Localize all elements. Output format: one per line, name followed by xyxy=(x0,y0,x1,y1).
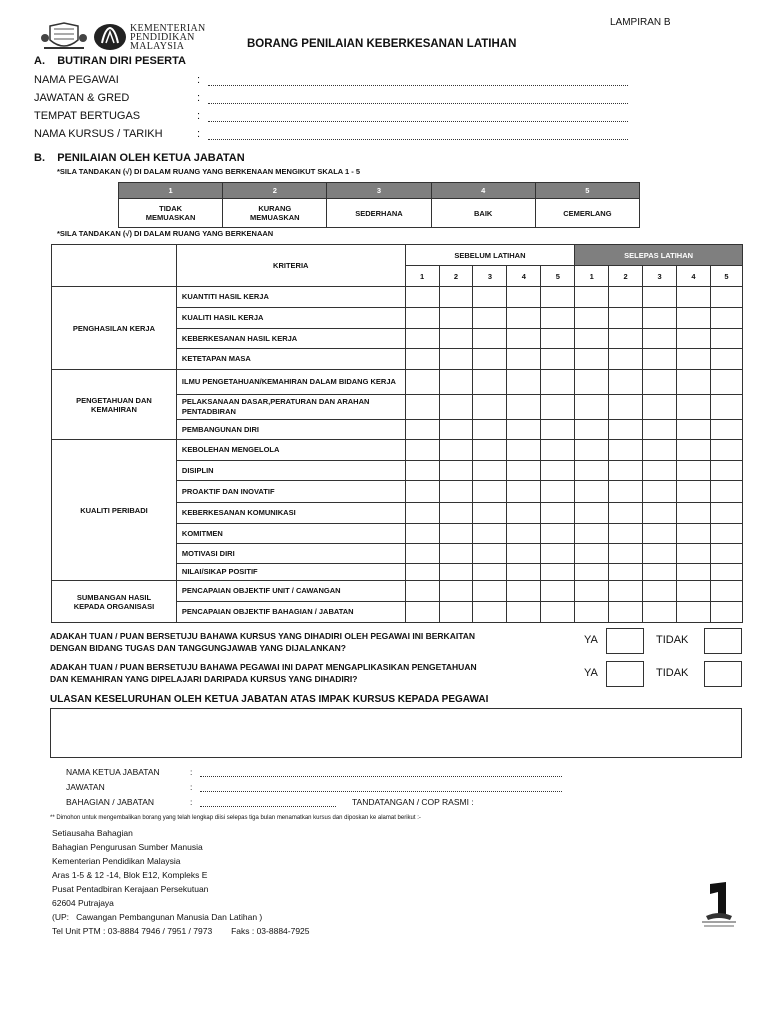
rating-scale-table xyxy=(118,182,640,228)
sebelum-rating-cell[interactable] xyxy=(473,440,507,461)
sebelum-rating-cell[interactable] xyxy=(439,440,473,461)
sebelum-rating-cell[interactable] xyxy=(439,503,473,524)
selepas-rating-cell[interactable] xyxy=(575,440,609,461)
criteria-row xyxy=(52,370,743,395)
selepas-rating-cell[interactable] xyxy=(677,308,711,329)
sebelum-rating-cell[interactable] xyxy=(473,308,507,329)
colon: : xyxy=(197,92,201,104)
scale-num: 1 xyxy=(119,183,223,199)
sebelum-rating-cell[interactable] xyxy=(541,503,575,524)
sebelum-rating-cell[interactable] xyxy=(439,481,473,503)
return-instruction: ** Dimohon untuk mengembalikan borang yang telah lengkap diisi selepas tiga bulan menamatkan kursus dan diposkan ke alamat berikut :- xyxy=(50,815,421,821)
selepas-rating-cell[interactable] xyxy=(575,420,609,440)
selepas-rating-cell[interactable] xyxy=(677,395,711,420)
tidak-label: TIDAK xyxy=(656,667,689,679)
selepas-rating-cell[interactable] xyxy=(677,349,711,370)
scale-number-cell: 4 xyxy=(507,266,541,287)
sebelum-rating-cell[interactable] xyxy=(541,395,575,420)
sebelum-rating-cell[interactable] xyxy=(507,329,541,349)
selepas-rating-cell[interactable] xyxy=(677,524,711,544)
section-a-heading: A. BUTIRAN DIRI PESERTA xyxy=(34,55,186,67)
selepas-rating-cell[interactable] xyxy=(609,370,643,395)
selepas-rating-cell[interactable] xyxy=(643,287,677,308)
selepas-rating-cell[interactable] xyxy=(710,370,742,395)
selepas-rating-cell[interactable] xyxy=(609,461,643,481)
address-line: Bahagian Pengurusan Sumber Manusia xyxy=(52,842,203,852)
selepas-rating-cell[interactable] xyxy=(643,440,677,461)
selepas-rating-cell[interactable] xyxy=(609,420,643,440)
selepas-rating-cell[interactable] xyxy=(677,581,711,602)
sebelum-rating-cell[interactable] xyxy=(541,564,575,581)
criteria-item: KUANTITI HASIL KERJA xyxy=(176,287,405,308)
selepas-rating-cell[interactable] xyxy=(643,503,677,524)
colon: : xyxy=(197,74,201,86)
criteria-rows xyxy=(52,287,743,623)
criteria-row xyxy=(52,440,743,461)
criteria-item: PENCAPAIAN OBJEKTIF UNIT / CAWANGAN xyxy=(176,581,405,602)
bahagian-field[interactable] xyxy=(200,798,336,807)
selepas-rating-cell[interactable] xyxy=(677,440,711,461)
table-corner xyxy=(52,245,177,287)
ulasan-heading: ULASAN KESELURUHAN OLEH KETUA JABATAN ATAS IMPAK KURSUS KEPADA PEGAWAI xyxy=(50,694,489,705)
address-line: Setiausaha Bahagian xyxy=(52,828,133,838)
lampiran-label: LAMPIRAN B xyxy=(610,17,671,28)
sebelum-rating-cell[interactable] xyxy=(439,544,473,564)
sebelum-rating-cell[interactable] xyxy=(473,420,507,440)
sebelum-header: SEBELUM LATIHAN xyxy=(405,245,575,266)
question-2-line-2: DAN KEMAHIRAN YANG DIPELAJARI DARIPADA KURSUS YANG DIHADIRI? xyxy=(50,674,358,684)
criteria-row xyxy=(52,581,743,602)
scale-num: 5 xyxy=(535,183,639,199)
scale-label: BAIK xyxy=(431,199,535,228)
sebelum-rating-cell[interactable] xyxy=(473,395,507,420)
scale-number-cell: 5 xyxy=(541,266,575,287)
scale-number-cell: 3 xyxy=(473,266,507,287)
sebelum-rating-cell[interactable] xyxy=(541,370,575,395)
selepas-rating-cell[interactable] xyxy=(677,544,711,564)
question-1-line-2: DENGAN BIDANG TUGAS DAN TANGGUNGJAWAB YANG DIJALANKAN? xyxy=(50,643,346,653)
sebelum-rating-cell[interactable] xyxy=(439,287,473,308)
sebelum-rating-cell[interactable] xyxy=(473,481,507,503)
sebelum-rating-cell[interactable] xyxy=(541,481,575,503)
selepas-rating-cell[interactable] xyxy=(609,395,643,420)
sebelum-rating-cell[interactable] xyxy=(439,308,473,329)
selepas-rating-cell[interactable] xyxy=(643,370,677,395)
sebelum-rating-cell[interactable] xyxy=(439,581,473,602)
scale-label: CEMERLANG xyxy=(535,199,639,228)
selepas-rating-cell[interactable] xyxy=(643,602,677,623)
sebelum-rating-cell[interactable] xyxy=(405,440,439,461)
selepas-rating-cell[interactable] xyxy=(710,308,742,329)
sebelum-rating-cell[interactable] xyxy=(541,461,575,481)
selepas-rating-cell[interactable] xyxy=(575,581,609,602)
selepas-rating-cell[interactable] xyxy=(575,287,609,308)
sebelum-rating-cell[interactable] xyxy=(507,524,541,544)
jawatan-gred-field[interactable] xyxy=(208,93,628,104)
address-line: Pusat Pentadbiran Kerajaan Persekutuan xyxy=(52,884,209,894)
sebelum-rating-cell[interactable] xyxy=(439,329,473,349)
field-label-jawatan: JAWATAN & GRED xyxy=(34,92,130,104)
selepas-rating-cell[interactable] xyxy=(575,602,609,623)
sebelum-rating-cell[interactable] xyxy=(507,440,541,461)
sebelum-rating-cell[interactable] xyxy=(405,581,439,602)
scale-number-cell: 3 xyxy=(643,266,677,287)
sebelum-rating-cell[interactable] xyxy=(507,420,541,440)
sebelum-rating-cell[interactable] xyxy=(507,581,541,602)
criteria-group: KUALITI PERIBADI xyxy=(52,440,177,581)
sebelum-rating-cell[interactable] xyxy=(541,308,575,329)
sebelum-rating-cell[interactable] xyxy=(405,420,439,440)
selepas-rating-cell[interactable] xyxy=(710,602,742,623)
sebelum-rating-cell[interactable] xyxy=(405,524,439,544)
selepas-rating-cell[interactable] xyxy=(710,503,742,524)
selepas-rating-cell[interactable] xyxy=(643,329,677,349)
scale-label: TIDAK MEMUASKAN xyxy=(119,199,223,228)
sebelum-rating-cell[interactable] xyxy=(473,287,507,308)
sebelum-rating-cell[interactable] xyxy=(405,544,439,564)
sebelum-rating-cell[interactable] xyxy=(473,370,507,395)
tandatangan-label: TANDATANGAN / COP RASMI : xyxy=(352,797,474,807)
tidak-checkbox-2[interactable] xyxy=(704,661,742,687)
sebelum-rating-cell[interactable] xyxy=(507,544,541,564)
satu-malaysia-logo-icon xyxy=(696,880,742,930)
sebelum-rating-cell[interactable] xyxy=(473,602,507,623)
selepas-rating-cell[interactable] xyxy=(677,420,711,440)
selepas-rating-cell[interactable] xyxy=(710,440,742,461)
field-label-kursus: NAMA KURSUS / TARIKH xyxy=(34,128,163,140)
selepas-rating-cell[interactable] xyxy=(575,503,609,524)
sebelum-rating-cell[interactable] xyxy=(541,329,575,349)
selepas-rating-cell[interactable] xyxy=(643,420,677,440)
selepas-rating-cell[interactable] xyxy=(643,581,677,602)
form-title: BORANG PENILAIAN KEBERKESANAN LATIHAN xyxy=(247,38,517,50)
sebelum-rating-cell[interactable] xyxy=(405,370,439,395)
selepas-rating-cell[interactable] xyxy=(609,524,643,544)
sebelum-rating-cell[interactable] xyxy=(541,420,575,440)
ministry-line-1: KEMENTERIAN xyxy=(130,23,206,34)
selepas-rating-cell[interactable] xyxy=(677,329,711,349)
bahagian-label: BAHAGIAN / JABATAN xyxy=(66,797,155,807)
criteria-item: KEBOLEHAN MENGELOLA xyxy=(176,440,405,461)
criteria-group: PENGETAHUAN DAN KEMAHIRAN xyxy=(52,370,177,440)
sebelum-rating-cell[interactable] xyxy=(473,503,507,524)
sebelum-rating-cell[interactable] xyxy=(439,420,473,440)
sebelum-rating-cell[interactable] xyxy=(541,349,575,370)
ulasan-textarea[interactable] xyxy=(50,708,742,758)
sebelum-rating-cell[interactable] xyxy=(507,370,541,395)
selepas-rating-cell[interactable] xyxy=(677,287,711,308)
selepas-rating-cell[interactable] xyxy=(575,564,609,581)
selepas-rating-cell[interactable] xyxy=(677,481,711,503)
selepas-rating-cell[interactable] xyxy=(710,420,742,440)
selepas-rating-cell[interactable] xyxy=(643,395,677,420)
sebelum-rating-cell[interactable] xyxy=(439,370,473,395)
criteria-item: KUALITI HASIL KERJA xyxy=(176,308,405,329)
sebelum-rating-cell[interactable] xyxy=(405,461,439,481)
selepas-rating-cell[interactable] xyxy=(609,329,643,349)
sebelum-rating-cell[interactable] xyxy=(473,524,507,544)
selepas-rating-cell[interactable] xyxy=(677,564,711,581)
selepas-rating-cell[interactable] xyxy=(643,564,677,581)
question-1-line-1: ADAKAH TUAN / PUAN BERSETUJU BAHAWA KURSUS YANG DIHADIRI OLEH PEGAWAI INI BERKAITAN xyxy=(50,631,476,641)
sebelum-rating-cell[interactable] xyxy=(507,602,541,623)
selepas-rating-cell[interactable] xyxy=(710,581,742,602)
sebelum-rating-cell[interactable] xyxy=(473,564,507,581)
sebelum-rating-cell[interactable] xyxy=(507,287,541,308)
sebelum-rating-cell[interactable] xyxy=(405,503,439,524)
sebelum-rating-cell[interactable] xyxy=(405,349,439,370)
colon: : xyxy=(190,797,193,807)
criteria-item: DISIPLIN xyxy=(176,461,405,481)
selepas-rating-cell[interactable] xyxy=(575,481,609,503)
ya-checkbox-2[interactable] xyxy=(606,661,644,687)
sebelum-rating-cell[interactable] xyxy=(473,544,507,564)
selepas-rating-cell[interactable] xyxy=(677,503,711,524)
nama-kursus-field[interactable] xyxy=(208,129,628,140)
colon: : xyxy=(190,782,193,792)
criteria-item: PEMBANGUNAN DIRI xyxy=(176,420,405,440)
colon: : xyxy=(190,767,193,777)
scale-label: SEDERHANA xyxy=(327,199,431,228)
scale-number-cell: 4 xyxy=(677,266,711,287)
selepas-rating-cell[interactable] xyxy=(575,524,609,544)
address-line: Kementerian Pendidikan Malaysia xyxy=(52,856,181,866)
sebelum-rating-cell[interactable] xyxy=(507,503,541,524)
criteria-item: KEBERKESANAN HASIL KERJA xyxy=(176,329,405,349)
selepas-rating-cell[interactable] xyxy=(710,329,742,349)
selepas-rating-cell[interactable] xyxy=(710,544,742,564)
field-label-nama: NAMA PEGAWAI xyxy=(34,74,119,86)
ya-label: YA xyxy=(584,634,598,646)
criteria-item: PROAKTIF DAN INOVATIF xyxy=(176,481,405,503)
sebelum-rating-cell[interactable] xyxy=(405,564,439,581)
sebelum-rating-cell[interactable] xyxy=(541,440,575,461)
selepas-rating-cell[interactable] xyxy=(609,581,643,602)
criteria-item: KEBERKESANAN KOMUNIKASI xyxy=(176,503,405,524)
sebelum-rating-cell[interactable] xyxy=(439,564,473,581)
contact-line: Tel Unit PTM : 03-8884 7946 / 7951 / 7973 Faks : 03-8884-7925 xyxy=(52,926,310,936)
scale-number-cell: 5 xyxy=(710,266,742,287)
selepas-rating-cell[interactable] xyxy=(575,349,609,370)
address-line: 62604 Putrajaya xyxy=(52,898,114,908)
sebelum-rating-cell[interactable] xyxy=(541,544,575,564)
selepas-rating-cell[interactable] xyxy=(609,481,643,503)
selepas-rating-cell[interactable] xyxy=(609,564,643,581)
ministry-line-3: MALAYSIA xyxy=(130,41,185,52)
sebelum-rating-cell[interactable] xyxy=(541,524,575,544)
scale-num: 2 xyxy=(223,183,327,199)
ministry-line-2: PENDIDIKAN xyxy=(130,32,195,43)
colon: : xyxy=(197,128,201,140)
scale-number-cell: 2 xyxy=(439,266,473,287)
selepas-rating-cell[interactable] xyxy=(609,602,643,623)
selepas-rating-cell[interactable] xyxy=(710,481,742,503)
selepas-rating-cell[interactable] xyxy=(575,308,609,329)
criteria-item: MOTIVASI DIRI xyxy=(176,544,405,564)
selepas-rating-cell[interactable] xyxy=(710,564,742,581)
selepas-rating-cell[interactable] xyxy=(575,329,609,349)
tempat-bertugas-field[interactable] xyxy=(208,111,628,122)
scale-label: KURANG MEMUASKAN xyxy=(223,199,327,228)
selepas-rating-cell[interactable] xyxy=(677,602,711,623)
sebelum-rating-cell[interactable] xyxy=(439,524,473,544)
sebelum-rating-cell[interactable] xyxy=(405,287,439,308)
section-b-heading: B. PENILAIAN OLEH KETUA JABATAN xyxy=(34,152,245,164)
address-line: (UP: Cawangan Pembangunan Manusia Dan Latihan ) xyxy=(52,912,263,922)
kriteria-header: KRITERIA xyxy=(176,245,405,287)
nama-ketua-field[interactable] xyxy=(200,768,562,777)
sebelum-rating-cell[interactable] xyxy=(473,349,507,370)
criteria-item: PELAKSANAAN DASAR,PERATURAN DAN ARAHAN PENTADBIRAN xyxy=(176,395,405,420)
sebelum-rating-cell[interactable] xyxy=(507,564,541,581)
sebelum-rating-cell[interactable] xyxy=(507,395,541,420)
ya-label: YA xyxy=(584,667,598,679)
jawatan-label: JAWATAN xyxy=(66,782,105,792)
selepas-rating-cell[interactable] xyxy=(575,461,609,481)
selepas-rating-cell[interactable] xyxy=(609,308,643,329)
colon: : xyxy=(197,110,201,122)
selepas-rating-cell[interactable] xyxy=(677,461,711,481)
selepas-rating-cell[interactable] xyxy=(575,370,609,395)
selepas-rating-cell[interactable] xyxy=(575,544,609,564)
selepas-rating-cell[interactable] xyxy=(609,544,643,564)
selepas-rating-cell[interactable] xyxy=(575,395,609,420)
sebelum-rating-cell[interactable] xyxy=(507,461,541,481)
sebelum-rating-cell[interactable] xyxy=(507,481,541,503)
question-2-line-1: ADAKAH TUAN / PUAN BERSETUJU BAHAWA PEGAWAI INI DAPAT MENGAPLIKASIKAN PENGETAHUAN xyxy=(50,662,477,672)
selepas-rating-cell[interactable] xyxy=(643,524,677,544)
sebelum-rating-cell[interactable] xyxy=(473,581,507,602)
sebelum-rating-cell[interactable] xyxy=(507,308,541,329)
selepas-rating-cell[interactable] xyxy=(643,308,677,329)
selepas-rating-cell[interactable] xyxy=(710,349,742,370)
criteria-item: PENCAPAIAN OBJEKTIF BAHAGIAN / JABATAN xyxy=(176,602,405,623)
nama-ketua-label: NAMA KETUA JABATAN xyxy=(66,767,160,777)
selepas-rating-cell[interactable] xyxy=(643,544,677,564)
criteria-row xyxy=(52,287,743,308)
scale-num: 3 xyxy=(327,183,431,199)
selepas-rating-cell[interactable] xyxy=(710,461,742,481)
criteria-item: KOMITMEN xyxy=(176,524,405,544)
tidak-label: TIDAK xyxy=(656,634,689,646)
nama-pegawai-field[interactable] xyxy=(208,75,628,86)
sebelum-rating-cell[interactable] xyxy=(507,349,541,370)
criteria-item: NILAI/SIKAP POSITIF xyxy=(176,564,405,581)
tick-note: *SILA TANDAKAN (√) DI DALAM RUANG YANG BERKENAAN xyxy=(57,229,274,238)
sebelum-rating-cell[interactable] xyxy=(473,461,507,481)
sebelum-rating-cell[interactable] xyxy=(405,308,439,329)
sebelum-rating-cell[interactable] xyxy=(439,349,473,370)
scale-num: 4 xyxy=(431,183,535,199)
sebelum-rating-cell[interactable] xyxy=(439,602,473,623)
sebelum-rating-cell[interactable] xyxy=(541,287,575,308)
selepas-header: SELEPAS LATIHAN xyxy=(575,245,743,266)
sebelum-rating-cell[interactable] xyxy=(405,602,439,623)
selepas-rating-cell[interactable] xyxy=(609,440,643,461)
selepas-rating-cell[interactable] xyxy=(710,395,742,420)
question-2 xyxy=(50,661,530,685)
selepas-rating-cell[interactable] xyxy=(643,349,677,370)
selepas-rating-cell[interactable] xyxy=(643,461,677,481)
jawatan-field[interactable] xyxy=(200,783,562,792)
selepas-rating-cell[interactable] xyxy=(710,287,742,308)
sebelum-rating-cell[interactable] xyxy=(541,581,575,602)
tidak-checkbox-1[interactable] xyxy=(704,628,742,654)
selepas-rating-cell[interactable] xyxy=(609,287,643,308)
sebelum-rating-cell[interactable] xyxy=(405,481,439,503)
selepas-rating-cell[interactable] xyxy=(609,503,643,524)
ministry-name xyxy=(130,24,206,51)
criteria-group: SUMBANGAN HASIL KEPADA ORGANISASI xyxy=(52,581,177,623)
question-1 xyxy=(50,630,530,654)
address-line: Aras 1-5 & 12 -14, Blok E12, Kompleks E xyxy=(52,870,208,880)
sebelum-rating-cell[interactable] xyxy=(439,395,473,420)
selepas-rating-cell[interactable] xyxy=(643,481,677,503)
sebelum-rating-cell[interactable] xyxy=(405,395,439,420)
selepas-rating-cell[interactable] xyxy=(710,524,742,544)
ya-checkbox-1[interactable] xyxy=(606,628,644,654)
field-label-tempat: TEMPAT BERTUGAS xyxy=(34,110,141,122)
scale-note: *SILA TANDAKAN (√) DI DALAM RUANG YANG BERKENAAN MENGIKUT SKALA 1 - 5 xyxy=(57,167,361,176)
selepas-rating-cell[interactable] xyxy=(609,349,643,370)
selepas-rating-cell[interactable] xyxy=(677,370,711,395)
malaysia-crest-icon xyxy=(40,22,88,52)
evaluation-table xyxy=(51,244,743,623)
sebelum-rating-cell[interactable] xyxy=(473,329,507,349)
sebelum-rating-cell[interactable] xyxy=(439,461,473,481)
sebelum-rating-cell[interactable] xyxy=(405,329,439,349)
criteria-item: KETETAPAN MASA xyxy=(176,349,405,370)
scale-number-cell: 1 xyxy=(405,266,439,287)
criteria-group: PENGHASILAN KERJA xyxy=(52,287,177,370)
criteria-item: ILMU PENGETAHUAN/KEMAHIRAN DALAM BIDANG KERJA xyxy=(176,370,405,395)
kpm-logo-icon xyxy=(93,23,127,51)
scale-number-cell: 2 xyxy=(609,266,643,287)
scale-number-cell: 1 xyxy=(575,266,609,287)
sebelum-rating-cell[interactable] xyxy=(541,602,575,623)
